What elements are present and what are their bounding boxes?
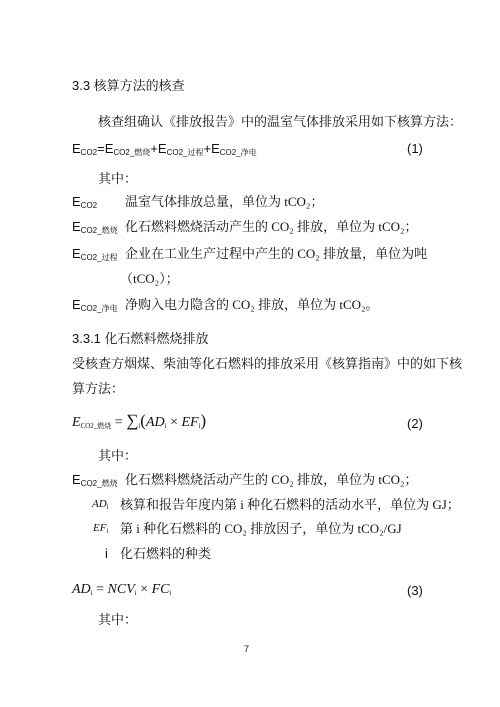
equation-3 <box>72 581 171 602</box>
where-label-3: 其中： <box>98 612 138 627</box>
eq1-t1-E: E <box>104 141 114 156</box>
para2-line2: 算方法： <box>72 381 125 396</box>
equation-3-number: (3) <box>407 583 423 598</box>
equation-2-number: (2) <box>407 416 423 431</box>
para2-line1: 受核查方烟煤、柴油等化石燃料的排放采用《核算指南》中的如下核 <box>72 356 463 371</box>
def7-text: 第 i 种化石燃料的 CO₂ 排放因子，单位为 tCO₂/GJ <box>120 521 402 536</box>
eq2-EF: EF <box>181 415 199 430</box>
equation-2 <box>72 412 206 435</box>
def3-text-cont: （tCO₂）； <box>120 271 179 286</box>
eq1-t3-sub: CO2_净电 <box>219 148 257 157</box>
eq3-NCV-sub: i <box>134 589 137 597</box>
intro-text: 核查组确认《排放报告》中的温室气体排放采用如下核算方法： <box>98 114 463 129</box>
eq3-equals: = <box>92 582 108 597</box>
def2-text: 化石燃料燃烧活动产生的 CO₂ 排放，单位为 tCO₂； <box>125 219 418 234</box>
def3-text: 企业在工业生产过程中产生的 CO₂ 排放量，单位为吨 <box>125 246 428 261</box>
equation-1-number: (1) <box>407 141 423 156</box>
eq1-t2-sub: CO2_过程 <box>166 148 204 157</box>
eq2-sum: ∑ <box>126 411 139 430</box>
eq2-sub: CO2_燃烧 <box>80 422 112 430</box>
def6-symbol: $AD_i$ <box>92 498 109 511</box>
where-label-2: 其中： <box>98 448 138 463</box>
eq3-FC: FC <box>151 582 170 597</box>
eq1-lhs-E: E <box>72 141 81 156</box>
eq2-AD-sub: i <box>164 422 167 430</box>
def8-symbol: i <box>105 546 108 561</box>
eq2-sum-sub: i <box>138 422 141 430</box>
def3-symbol: $E_{CO2\_过程}$ <box>72 246 118 262</box>
eq2-EF-sub: i <box>198 422 201 430</box>
eq3-times: × <box>136 582 152 597</box>
def1-text: 温室气体排放总量，单位为 tCO₂； <box>125 194 324 209</box>
eq2-times: × <box>166 415 182 430</box>
eq1-t2-E: E <box>157 141 167 156</box>
eq1-t1-sub: CO2_燃烧 <box>113 148 151 157</box>
def8-text: 化石燃料的种类 <box>120 546 212 561</box>
eq2-AD: AD <box>145 415 165 430</box>
equation-1 <box>72 141 257 161</box>
def4-symbol: $E_{CO2\_净电}$ <box>72 297 118 313</box>
eq2-close-paren: ) <box>200 411 207 430</box>
eq1-t3-E: E <box>211 141 220 156</box>
def5-text: 化石燃料燃烧活动产生的 CO₂ 排放，单位为 tCO₂； <box>125 472 418 487</box>
eq2-open-paren: ( <box>140 411 146 430</box>
def7-symbol: $EF_i$ <box>93 522 109 535</box>
page-number: 7 <box>244 644 250 654</box>
eq2-E: E <box>72 415 81 430</box>
def4-text: 净购入电力隐含的 CO₂ 排放，单位为 tCO₂。 <box>125 297 379 312</box>
def5-symbol: $E_{CO2\_燃烧}$ <box>72 472 118 488</box>
eq3-NCV: NCV <box>107 582 135 597</box>
def6-text: 核算和报告年度内第 i 种化石燃料的活动水平，单位为 GJ； <box>120 497 460 512</box>
eq2-equals: = <box>111 415 127 430</box>
subsection-title: 3.3.1 化石燃料燃烧排放 <box>72 331 209 346</box>
def2-symbol: $E_{CO2\_燃烧}$ <box>72 219 118 235</box>
eq1-lhs-sub: CO2 <box>80 148 98 157</box>
eq1-plus-2: + <box>203 141 212 156</box>
eq1-equals: = <box>97 141 105 156</box>
eq3-FC-sub: i <box>169 589 172 597</box>
def1-symbol: $E_{CO2}$ <box>72 194 98 210</box>
eq3-AD-sub: i <box>90 589 93 597</box>
where-label-1: 其中： <box>98 171 138 186</box>
eq3-AD: AD <box>72 582 91 597</box>
section-title: 3.3 核算方法的核查 <box>72 78 185 93</box>
eq1-plus-1: + <box>150 141 158 156</box>
